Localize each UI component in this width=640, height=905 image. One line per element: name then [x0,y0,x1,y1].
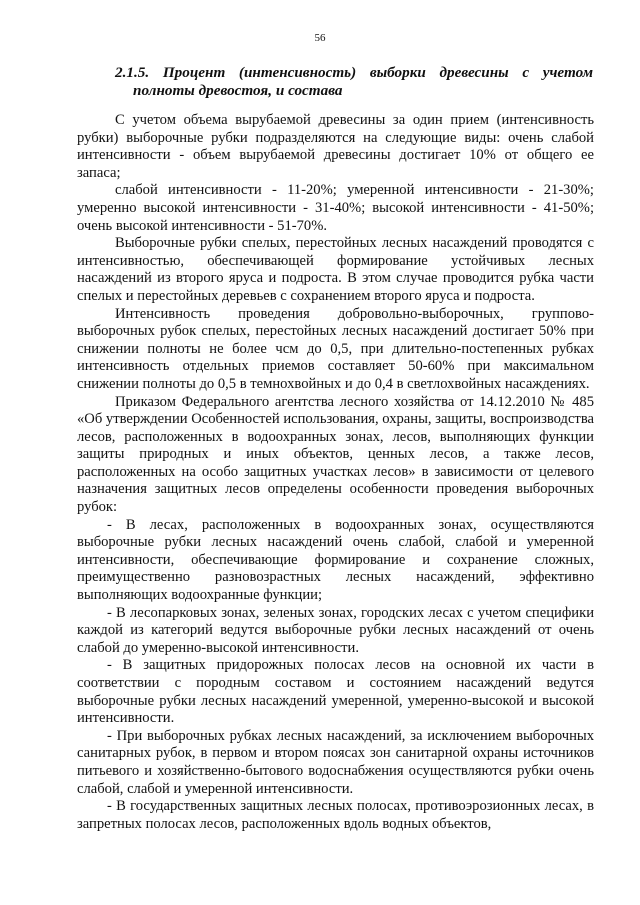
section-heading-line-2: полноты древостоя, и состава [133,82,343,99]
list-item: - В государственных защитных лесных полосах, противоэрозионных лесах, в запретных полосах лесов, расположенных вдоль водных объектов, [77,798,594,832]
paragraph: Интенсивность проведения добровольно-выборочных, группово-выборочных рубок спелых, перестойных лесных насаждений достигает 50% при снижении полноты не более чсм до 0,5, при длительно-постепенных рубках интенсивность отдельных приемов составляет 50-60% при максимальном снижении полноты до 0,5 в темнохвойных и до 0,4 в светлохвойных насаждениях. [77,305,594,392]
page-number: 56 [314,32,326,44]
paragraph: Выборочные рубки спелых, перестойных лесных насаждений проводятся с интенсивностью, обеспечивающей формирование устойчивых лесных насаждений из второго яруса и подроста. В этом случае проводится рубка части спелых и перестойных деревьев с сохранением второго яруса и подроста. [77,235,594,304]
list-item: - В защитных придорожных полосах лесов на основной их части в соответствии с породным составом и состоянием насаждений ведутся выборочные рубки лесных насаждений умеренной, умеренно-высокой и высокой интенсивности. [77,657,594,727]
list-item: - В лесах, расположенных в водоохранных зонах, осуществляются выборочные рубки лесных насаждений очень слабой, слабой и умеренной интенсивности, обеспечивающие формирование и сохранение сложных, преимущественно разновозрастных лесных насаждений, эффективно выполняющих водоохранные функции; [77,516,594,604]
list-item: - При выборочных рубках лесных насаждений, за исключением выборочных санитарных рубок, в первом и втором поясах зон санитарной охраны источников питьевого и хозяйственно-бытового водоснабжения осуществляются рубки очень слабой, слабой и умеренной интенсивности. [77,727,594,797]
document-body [77,112,594,833]
list-item: - В лесопарковых зонах, зеленых зонах, городских лесах с учетом специфики каждой из категорий ведутся выборочные рубки лесных насаждений от очень слабой до умеренно-высокой интенсивности. [77,604,594,656]
section-heading-line-1: 2.1.5. Процент (интенсивность) выборки древесины с учетом [115,64,593,81]
paragraph: слабой интенсивности - 11-20%; умеренной интенсивности - 21-30%; умеренно высокой интенсивности - 31-40%; высокой интенсивности - 41-50%; очень высокой интенсивности - 51-70%. [77,182,594,234]
paragraph: Приказом Федерального агентства лесного хозяйства от 14.12.2010 № 485 «Об утверждении Особенностей использования, охраны, защиты, воспроизводства лесов, расположенных в водоохранных зонах, лесов, выполняющих функции защиты природных и иных объектов, ценных лесов, а также лесов, расположенных на особо защитных участках лесов» в зависимости от целевого назначения защитных лесов определены особенности проведения выборочных рубок: [77,393,594,516]
section-heading [115,64,593,100]
paragraph: С учетом объема вырубаемой древесины за один прием (интенсивность рубки) выборочные рубки подразделяются на следующие виды: очень слабой интенсивности - объем вырубаемой древесины достигает 10% от общего ее запаса; [77,112,594,181]
